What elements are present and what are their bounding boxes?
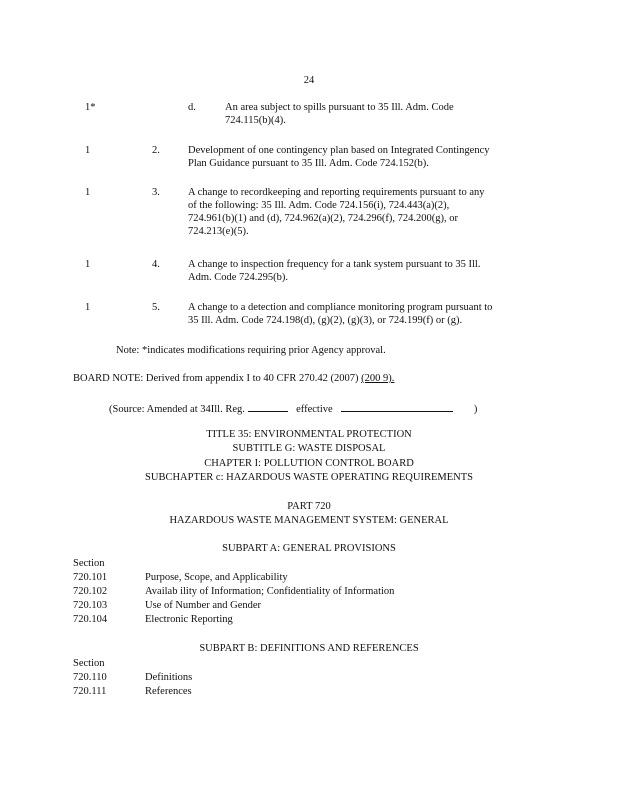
item-text-line: Development of one contingency plan based on Integrated Contingency [188, 145, 490, 156]
section-title: References [145, 686, 192, 697]
section-row [73, 685, 192, 698]
section-row [73, 599, 261, 612]
chapter-heading: CHAPTER I: POLLUTION CONTROL BOARD [204, 458, 414, 469]
section-label: Section [73, 558, 105, 569]
source-prefix: (Source: Amended at 34Ill. Reg. [109, 404, 245, 415]
section-title: Purpose, Scope, and Applicability [145, 572, 288, 583]
item-text-line: of the following: 35 Ill. Adm. Code 724.156(i), 724.443(a)(2), [188, 200, 450, 211]
item-text-line: 724.115(b)(4). [225, 115, 286, 126]
item-text-line: A change to recordkeeping and reporting requirements pursuant to any [188, 187, 485, 198]
subpart-a-title: SUBPART A: GENERAL PROVISIONS [222, 543, 396, 554]
item-mark: 1 [85, 187, 91, 198]
item-label: 4. [152, 259, 160, 270]
page-number: 24 [303, 75, 315, 86]
item-text-line: Adm. Code 724.295(b). [188, 272, 289, 283]
register-blank [248, 401, 288, 412]
item-text-line: 724.213(e)(5). [188, 226, 249, 237]
section-number: 720.101 [73, 572, 108, 583]
section-label: Section [73, 658, 105, 669]
section-number: 720.110 [73, 672, 107, 683]
part-title: HAZARDOUS WASTE MANAGEMENT SYSTEM: GENERAL [169, 515, 449, 526]
effective-date-blank [341, 401, 453, 412]
section-number: 720.103 [73, 600, 108, 611]
item-text-line: An area subject to spills pursuant to 35 Ill. Adm. Code [225, 102, 454, 113]
title-heading: TITLE 35: ENVIRONMENTAL PROTECTION [206, 429, 412, 440]
section-row [73, 585, 394, 598]
note: Note: *indicates modifications requiring prior Agency approval. [116, 345, 386, 356]
item-text-line: 35 Ill. Adm. Code 724.198(d), (g)(2), (g)(3), or 724.199(f) or (g). [188, 315, 463, 326]
source-line [109, 401, 477, 416]
section-row [73, 571, 288, 584]
section-title: Electronic Reporting [145, 614, 233, 625]
board-note [73, 372, 394, 385]
item-text-line: A change to inspection frequency for a tank system pursuant to 35 Ill. [188, 259, 481, 270]
item-mark: 1* [85, 102, 96, 113]
item-mark: 1 [85, 302, 91, 313]
section-row [73, 671, 192, 684]
subtitle-heading: SUBTITLE G: WASTE DISPOSAL [232, 443, 386, 454]
item-text-line: 724.961(b)(1) and (d), 724.962(a)(2), 724.296(f), 724.200(g), or [188, 213, 459, 224]
board-note-year: (200 9). [361, 373, 395, 384]
section-title: Definitions [145, 672, 193, 683]
item-label: 3. [152, 187, 160, 198]
section-number: 720.104 [73, 614, 108, 625]
section-number: 720.102 [73, 586, 108, 597]
board-note-text: BOARD NOTE: Derived from appendix I to 40 CFR 270.42 (2007) [73, 373, 359, 384]
item-text-line: A change to a detection and compliance monitoring program pursuant to [188, 302, 493, 313]
source-close: ) [473, 404, 478, 415]
item-text-line: Plan Guidance pursuant to 35 Ill. Adm. Code 724.152(b). [188, 158, 429, 169]
source-effective: effective [296, 404, 333, 415]
item-label: 5. [152, 302, 160, 313]
section-title: Use of Number and Gender [145, 600, 262, 611]
item-label: d. [188, 102, 196, 113]
subpart-b-title: SUBPART B: DEFINITIONS AND REFERENCES [199, 643, 419, 654]
section-row [73, 613, 233, 626]
part-heading: PART 720 [287, 501, 331, 512]
subchapter-heading: SUBCHAPTER c: HAZARDOUS WASTE OPERATING REQUIREMENTS [145, 472, 473, 483]
section-number: 720.111 [73, 686, 107, 697]
section-title: Availab ility of Information; Confidentiality of Information [145, 586, 395, 597]
item-label: 2. [152, 145, 160, 156]
item-mark: 1 [85, 259, 91, 270]
item-mark: 1 [85, 145, 91, 156]
